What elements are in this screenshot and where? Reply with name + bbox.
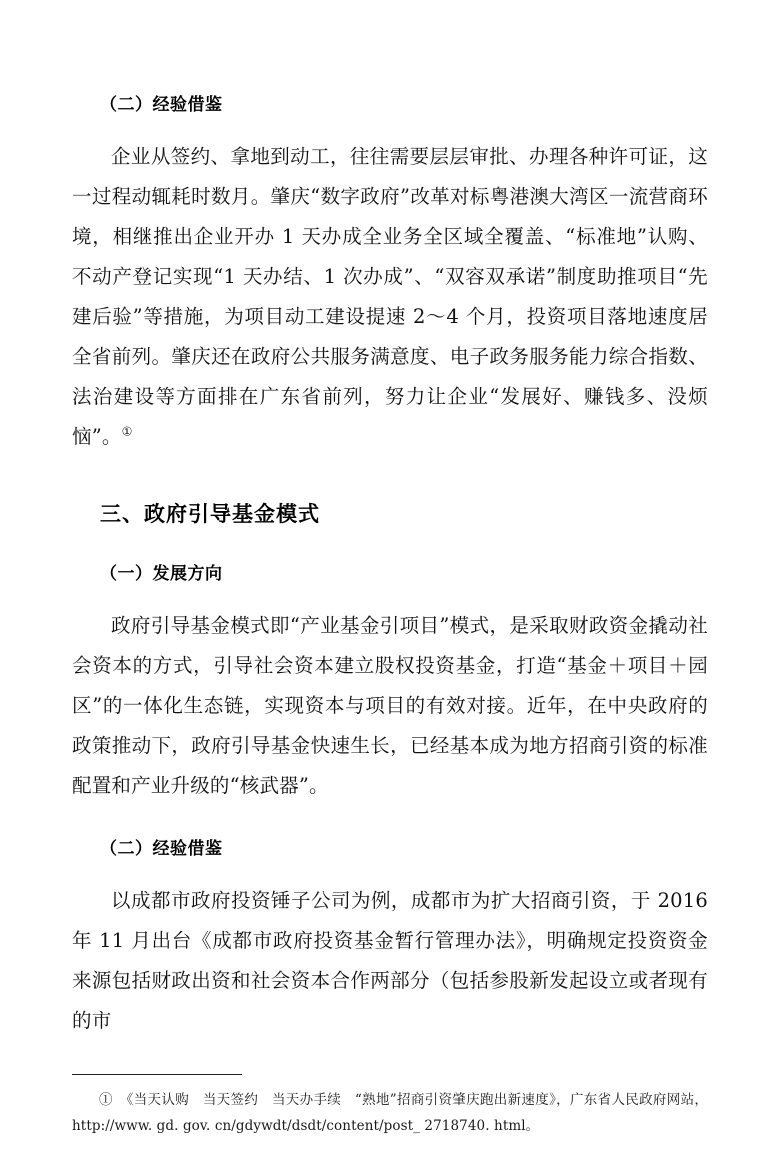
document-content [72,92,708,1041]
footnote-body: 《当天认购 当天签约 当天办手续 “熟地”招商引资肇庆跑出新速度》，广东省人民政府网站，http://www. gd. gov. cn/gdywdt/dsdt/content/post_ 2718740. html。 [72,1092,708,1134]
paragraph-development-direction: 政府引导基金模式即“产业基金引项目”模式，是采取财政资金撬动社会资本的方式，引导社会资本建立股权投资基金，打造“基金＋项目＋园区”的一体化生态链，实现资本与项目的有效对接。近年，在中央政府的政策推动下，政府引导基金快速生长，已经基本成为地方招商引资的标准配置和产业升级的“核武器”。 [72,613,708,797]
paragraph-experience-1 [72,137,708,457]
sub-heading-development-direction: （一）发展方向 [100,563,223,584]
paragraph-experience-2: 以成都市政府投资锤子公司为例，成都市为扩大招商引资，于 2016 年 11 月出台《成都市政府投资基金暂行管理办法》，明确规定投资资金来源包括财政出资和社会资本合作两部分（包括参股新发起设立或者现有的市 [72,889,708,1033]
sub-heading-experience-1: （二）经验借鉴 [100,95,223,115]
footnote-marker-inline: ① [121,424,133,439]
footnote-entry [72,1087,708,1139]
paragraph-text: 企业从签约、拿地到动工，往往需要层层审批、办理各种许可证，这一过程动辄耗时数月。肇庆“数字政府”改革对标粤港澳大湾区一流营商环境，相继推出企业开办 1 天办成全业务全区域全覆盖、“标准地”认购、不动产登记实现“1 天办结、1 次办成”、“双容双承诺”制度助推项目“先建后验”等措施，为项目动工建设提速 2～4 个月，投资项目落地速度居全省前列。肇庆还在政府公共服务满意度、电子政务服务能力综合指数、法治建设等方面排在广东省前列，努力让企业“发展好、赚钱多、没烦恼”。 [72,145,708,449]
footnote-divider [72,1074,242,1075]
footnote-area [72,1074,708,1139]
footnote-number: ① [99,1092,113,1108]
section-heading-government-guided-fund: 三、政府引导基金模式 [100,502,320,527]
sub-heading-experience-2: （二）经验借鉴 [100,838,223,859]
